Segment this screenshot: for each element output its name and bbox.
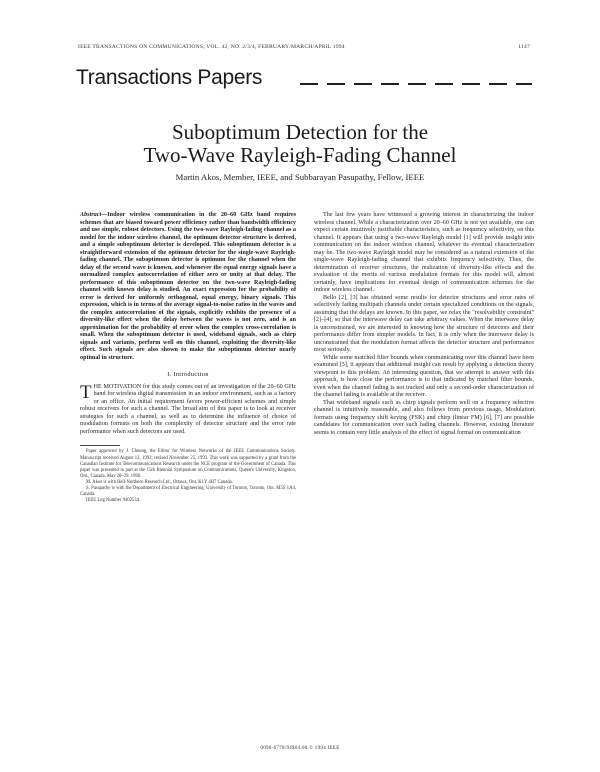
- footnote-rule: [80, 445, 120, 446]
- section-title: Transactions Papers: [76, 66, 263, 89]
- abstract-text: Indoor wireless communication in the 20–60 GHz band requires schemes that are biased toward power efficiency rather than bandwidth efficiency and use simple, robust detectors. Using the two-wave Rayleigh-fading channel as a model for the indoor wireless channel, the optimum detector structure is derived, and a simple suboptimum detector is developed. This suboptimum detector is a straightforward extension of the optimum detector for the single-wave Rayleigh-fading channel. The suboptimum detector is optimum for the channel when the delay of the second wave is known, and whenever the equal energy signals have a normalized complex autocorrelation of either zero or unity at that delay. The performance of this suboptimum detector on the two-wave Rayleigh-fading channel with known delay is studied. An exact expression for the probability of error is derived for uniformly orthogonal, equal energy, binary signals. This expression, which is in terms of the average signal-to-noise ratios in the waves and the complex autocorrelation of the signals, explicitly exhibits the presence of a diversity-like effect when the delay between the waves is not zero, and is an approximation for the probability of error when the complex cross-correlation is small. When the suboptimum detector is used, wideband signals, such as chirp signals and variants, perform well on this channel, exploiting the diversity-like effect. Such signals are also shown to make the suboptimum detector nearly optimal in structure.: [80, 212, 296, 361]
- abstract: [80, 212, 296, 362]
- footnote-received: Paper approved by J. Cheung, the Editor for Wireless Networks of the IEEE Communications Society. Manuscript received August 12, 1992; revised November 25, 1993. This work was supported by a grant from the Canadian Institute for Telecommunications Research under the NCE program of the Government of Canada. This paper was presented in part at the 15th Biennial Symposium on Communications, Queen's University, Kingston, Ont., Canada, May 28–29, 1990.: [80, 449, 296, 479]
- title-line-2: Two-Wave Rayleigh-Fading Channel: [143, 143, 457, 167]
- footnotes: [80, 449, 296, 504]
- left-column: [80, 212, 296, 504]
- body-paragraph: That wideband signals such as chirp signals perform well on a frequency selective channel is intuitively reasonable, and also follows from previous usage. Modulation formats using frequency shift keying (FSK) and chirp (linear FM) [6], [7] are possible candidates for communication over such fading channels. However, existing literature seems to contain very little analysis of the effect of signal format on communication: [314, 399, 534, 436]
- abstract-label: Abstract—: [80, 212, 108, 218]
- footnote-author-1: M. Akos is with Bell-Northern Research Ltd., Ottawa, Ont. K1Y 4H7 Canada.: [86, 479, 233, 485]
- body-paragraph: While some matched filter bounds when communicating over this channel have been examined [5], it appears that additional insight can result by applying a detection theory viewpoint to this problem. An interesting question, that we attempt to answer with this approach, is how close the performance is to that indicated by matched filter bounds, even when the channel fading is not tracked and only a second-order characterization of the channel fading is available at the receiver.: [314, 354, 534, 399]
- section-dashed-rule: [300, 83, 532, 85]
- body-paragraph: The last few years have witnessed a growing interest in characterizing the indoor wireless channel. While a characterization over 20–60 GHz is not yet available, one can expect certain intuitively justifiable characteristics, such as frequency selectivity, on this channel. It appears that using a two-wave Rayleigh model [1] will provide insight into communication on the indoor wireless channel, whatever its eventual characterization may be. The two-wave Rayleigh model may be considered as a natural extension of the single-wave Rayleigh-fading channel that exhibits frequency selectivity. Thus, the determination of receiver structures, the realization of diversity-like effects and the evaluation of the merits of various modulation formats for this model will, almost certainly, have implications for eventual design of communication schemes for the indoor wireless channel.: [314, 212, 534, 294]
- body-paragraph: Bello [2], [3] has obtained some results for detector structures and error rates of selectively fading multipath channels under certain specialized conditions on the signals, assuming that the delays are known. In this paper, we relax the "resolvability constraint" [2]–[4], so that the interwave delay can take arbitrary values. When the interwave delay is unconstrained, we are interested in knowing how the structure of detectors and their performance differ from simpler models. In fact, it is only when the interwave delay is unconstrained that the modulation format affects the detector structure and performance most seriously.: [314, 294, 534, 354]
- copyright-id: 0090-6778/94$04.00 © 1994 IEEE: [260, 746, 340, 751]
- running-header: [78, 44, 530, 50]
- drop-cap: T: [80, 381, 92, 403]
- author-line: Martin Akos, Member, IEEE, and Subbarayan Pasupathy, Fellow, IEEE: [175, 172, 425, 182]
- footnote-author-2: S. Pasupathy is with the Department of Electrical Engineering, University of Toronto, Toronto, Ont. M5S 1A4, Canada.: [80, 486, 296, 498]
- footnote-log-number: IEEE Log Number 9402534.: [86, 498, 141, 504]
- page-number: 1147: [518, 44, 530, 50]
- paper-title: [0, 121, 600, 167]
- journal-name: IEEE TRANSACTIONS ON COMMUNICATIONS, VOL. 42, NO. 2/3/4, FEBRUARY/MARCH/APRIL 1994: [78, 44, 345, 50]
- right-column: [314, 212, 534, 437]
- introduction-text: HE MOTIVATION for this study comes out of an investigation of the 20–60 GHz band for wireless digital transmission in an indoor environment, such as a factory or an office. An initial requirement favors power-efficient schemes and simple robust receivers for such a channel. The broad aim of this paper is to look at receiver strategies for such a channel, as well as to determine the influence of choice of modulation formats on both the complexity of detector structure and the error rate performance when such detectors are used.: [80, 383, 296, 435]
- introduction-heading: I. Introduction: [167, 371, 209, 379]
- introduction-paragraph: [80, 381, 296, 437]
- title-line-1: Suboptimum Detection for the: [171, 120, 429, 144]
